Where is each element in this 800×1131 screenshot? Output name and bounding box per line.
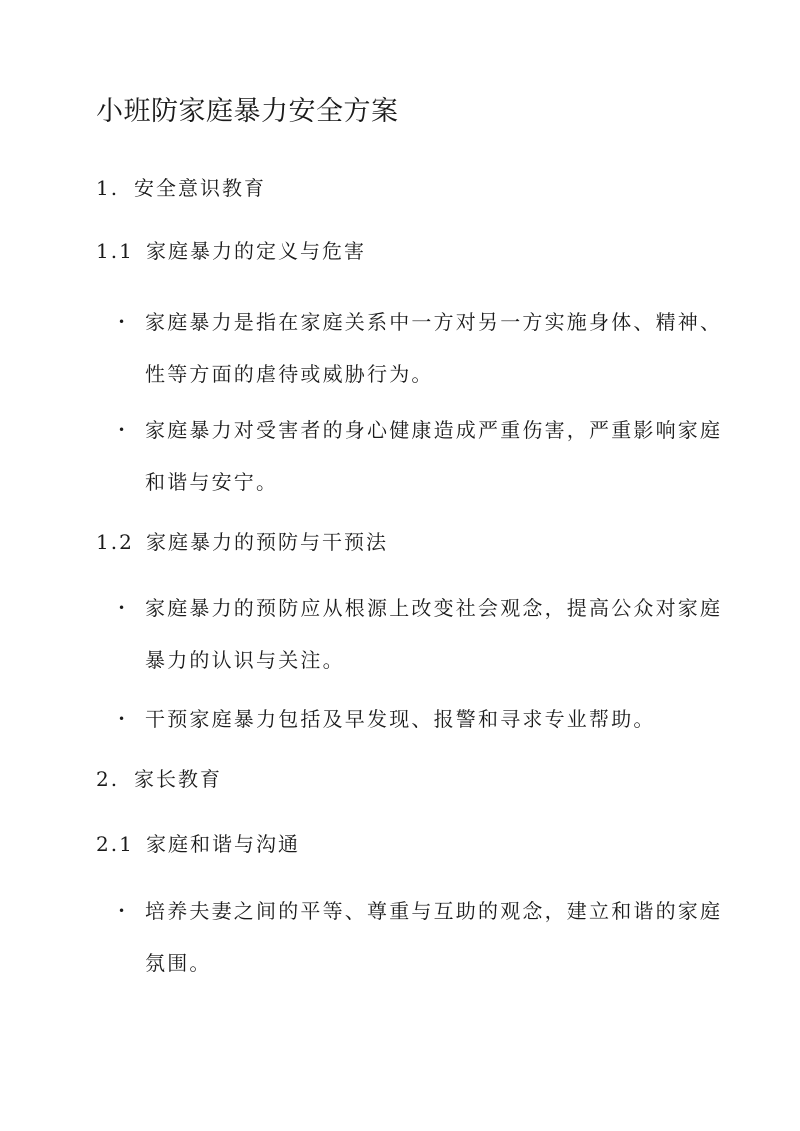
- subsection-title: 家庭暴力的预防与干预法: [146, 530, 388, 554]
- list-item-line: 干预家庭暴力包括及早发现、报警和寻求专业帮助。: [145, 707, 656, 731]
- list-item-line: 家庭暴力是指在家庭关系中一方对另一方实施身体、精神、: [145, 310, 723, 334]
- list-item: [118, 415, 723, 508]
- subsection-heading-1-2: [96, 527, 388, 557]
- section-number: 2.: [96, 767, 120, 791]
- list-item: [118, 896, 723, 989]
- subsection-number: 2.1: [96, 832, 134, 856]
- subsection-title: 家庭和谐与沟通: [146, 832, 300, 856]
- list-item-text: [145, 296, 723, 400]
- subsection-number: 1.2: [96, 530, 134, 554]
- section-heading-2: [96, 764, 222, 794]
- section-heading-1: [96, 173, 266, 203]
- section-title: 安全意识教育: [134, 176, 266, 200]
- subsection-heading-1-1: [96, 236, 366, 266]
- list-item: [118, 593, 723, 686]
- list-item: [118, 704, 698, 745]
- section-title: 家长教育: [134, 767, 222, 791]
- section-number: 1.: [96, 176, 120, 200]
- list-item-line: 性等方面的虐待或威胁行为。: [145, 362, 434, 386]
- list-item-text: [145, 404, 723, 508]
- list-item-line: 暴力的认识与关注。: [145, 648, 345, 672]
- subsection-title: 家庭暴力的定义与危害: [146, 239, 366, 263]
- list-item-line: 家庭暴力的预防应从根源上改变社会观念，提高公众对家庭: [145, 596, 723, 620]
- list-item: [118, 307, 723, 400]
- list-item-line: 和谐与安宁。: [145, 470, 279, 494]
- list-item-line: 家庭暴力对受害者的身心健康造成严重伤害，严重影响家庭: [145, 418, 723, 442]
- bullet-icon: •: [118, 423, 128, 437]
- list-item-text: [145, 885, 723, 989]
- list-item-text: [145, 693, 698, 745]
- subsection-number: 1.1: [96, 239, 134, 263]
- list-item-line: 培养夫妻之间的平等、尊重与互助的观念，建立和谐的家庭: [145, 899, 723, 923]
- bullet-icon: •: [118, 315, 128, 329]
- document-title: 小班防家庭暴力安全方案: [96, 96, 399, 127]
- list-item-line: 氛围。: [145, 951, 212, 975]
- list-item-text: [145, 582, 723, 686]
- bullet-icon: •: [118, 712, 128, 726]
- bullet-icon: •: [118, 601, 128, 615]
- bullet-icon: •: [118, 904, 128, 918]
- subsection-heading-2-1: [96, 829, 300, 859]
